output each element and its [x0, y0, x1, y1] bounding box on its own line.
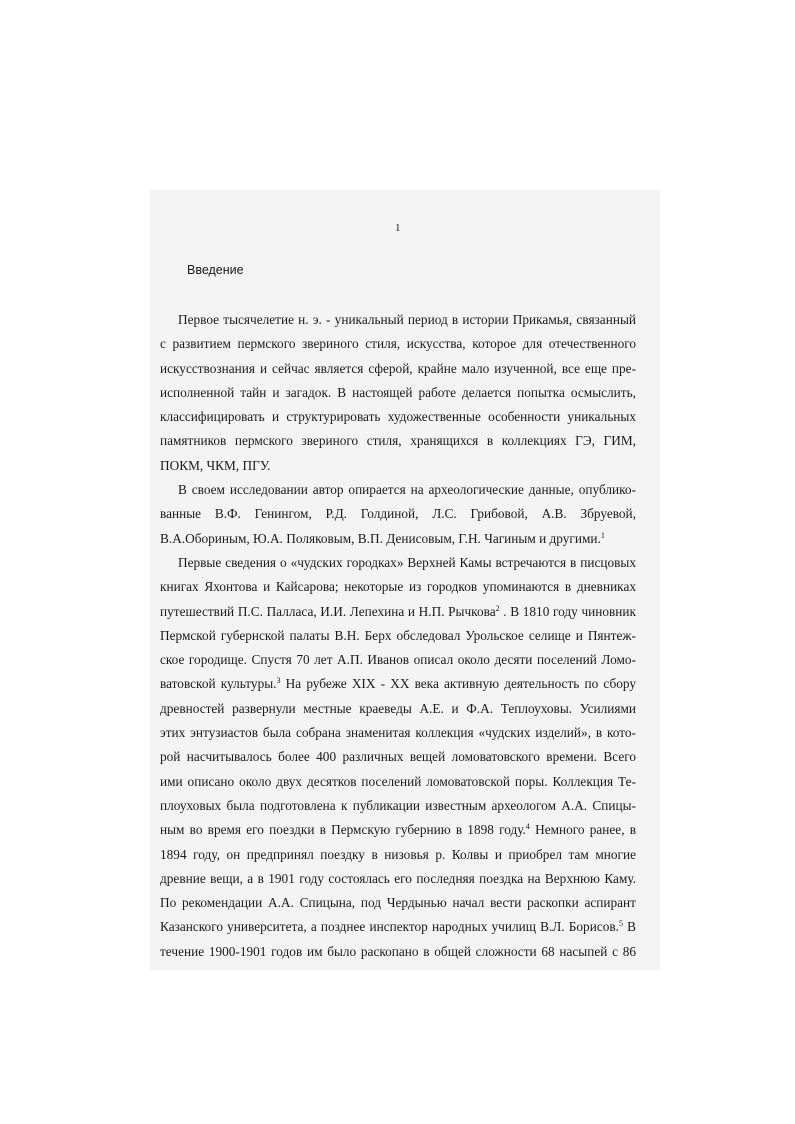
text-line: ванные В.Ф. Генингом, Р.Д. Голдиной, Л.С. Грибовой, А.В. Збруевой,: [160, 506, 636, 522]
text-line: [160, 672, 636, 696]
text-line: 1894 году, он предпринял поездку в низовья р. Колвы и приобрел там многие: [160, 846, 636, 862]
text-line: По рекомендации А.А. Спицына, под Чердынью начал вести раскопки аспирант: [160, 895, 636, 911]
text-line: ПОКМ, ЧКМ, ПГУ.: [160, 457, 271, 473]
text-line: плоуховых была подготовлена к публикации известным археологом А.А. Спицы-: [160, 797, 636, 813]
page-number: 1: [395, 222, 401, 234]
text-line: течение 1900-1901 годов им было раскопано в общей сложности 68 насыпей с 86: [160, 943, 636, 959]
text-line: [160, 527, 636, 551]
footnote-ref: 3: [276, 676, 281, 686]
body-text: [160, 308, 636, 964]
text-segment: ным во время его поездки в Пермскую губернию в 1898 году.: [160, 822, 526, 838]
text-line: ими описано около двух десятков поселений ломоватовской поры. Коллекция Те-: [160, 773, 636, 789]
text-line: В своем исследовании автор опирается на археологические данные, опублико-: [178, 482, 636, 498]
text-line: книгах Яхонтова и Кайсарова; некоторые из городков упоминаются в дневниках: [160, 579, 636, 595]
text-segment: В: [627, 919, 636, 935]
text-segment: Немного ранее, в: [535, 822, 636, 838]
text-line: этих энтузиастов была собрана знаменитая коллекция «чудских изделий», в кото-: [160, 725, 636, 741]
text-segment: путешествий П.С. Палласа, И.И. Лепехина и Н.П. Рычкова: [160, 603, 496, 619]
text-line: исполненной тайн и загадок. В настоящей работе делается попытка осмыслить,: [160, 384, 636, 400]
text-line: [160, 818, 636, 842]
footnote-ref: 5: [618, 919, 623, 929]
text-line: ское городище. Спустя 70 лет А.П. Иванов описал около десяти поселений Ломо-: [160, 652, 636, 668]
text-line: [160, 915, 636, 939]
text-line: Пермской губернской палаты В.Н. Берх обследовал Урольское селище и Пянтеж-: [160, 627, 636, 643]
text-line: рой насчитывалось более 400 различных вещей ломоватовского времени. Всего: [160, 749, 636, 765]
footnote-ref: 1: [600, 530, 605, 540]
text-line: [160, 600, 636, 624]
text-segment: ватовской культуры.: [160, 676, 277, 692]
text-line: классифицировать и структурировать художественные особенности уникальных: [160, 409, 636, 425]
footnote-ref: 4: [525, 822, 530, 832]
text-line: Первое тысячелетие н. э. - уникальный период в истории Прикамья, связанный: [178, 312, 636, 327]
text-line: Первые сведения о «чудских городках» Верхней Камы встречаются в писцовых: [178, 554, 636, 570]
text-segment: На рубеже XIX - XX века активную деятельность по сбору: [285, 676, 636, 692]
text-line: древние вещи, а в 1901 году состоялась его последняя поездка на Верхнюю Каму.: [160, 870, 636, 886]
footnote-ref: 2: [495, 603, 500, 613]
text-line: с развитием пермского звериного стиля, искусства, которое для отечественного: [160, 336, 636, 352]
text-segment: . В 1810 году чиновник: [503, 603, 636, 619]
section-heading: Введение: [187, 263, 244, 277]
text-segment: Казанского университета, а позднее инспектор народных училищ В.Л. Борисов.: [160, 919, 619, 935]
text-line: искусствознания и сейчас является сферой, крайне мало изученной, все еще пре-: [160, 360, 636, 376]
text-line: памятников пермского звериного стиля, хранящихся в коллекциях ГЭ, ГИМ,: [160, 433, 636, 449]
text-segment: В.А.Обориным, Ю.А. Поляковым, В.П. Денисовым, Г.Н. Чагиным и другими.: [160, 530, 601, 546]
text-line: древностей развернули местные краеведы А.Е. и Ф.А. Теплоуховы. Усилиями: [160, 700, 636, 716]
